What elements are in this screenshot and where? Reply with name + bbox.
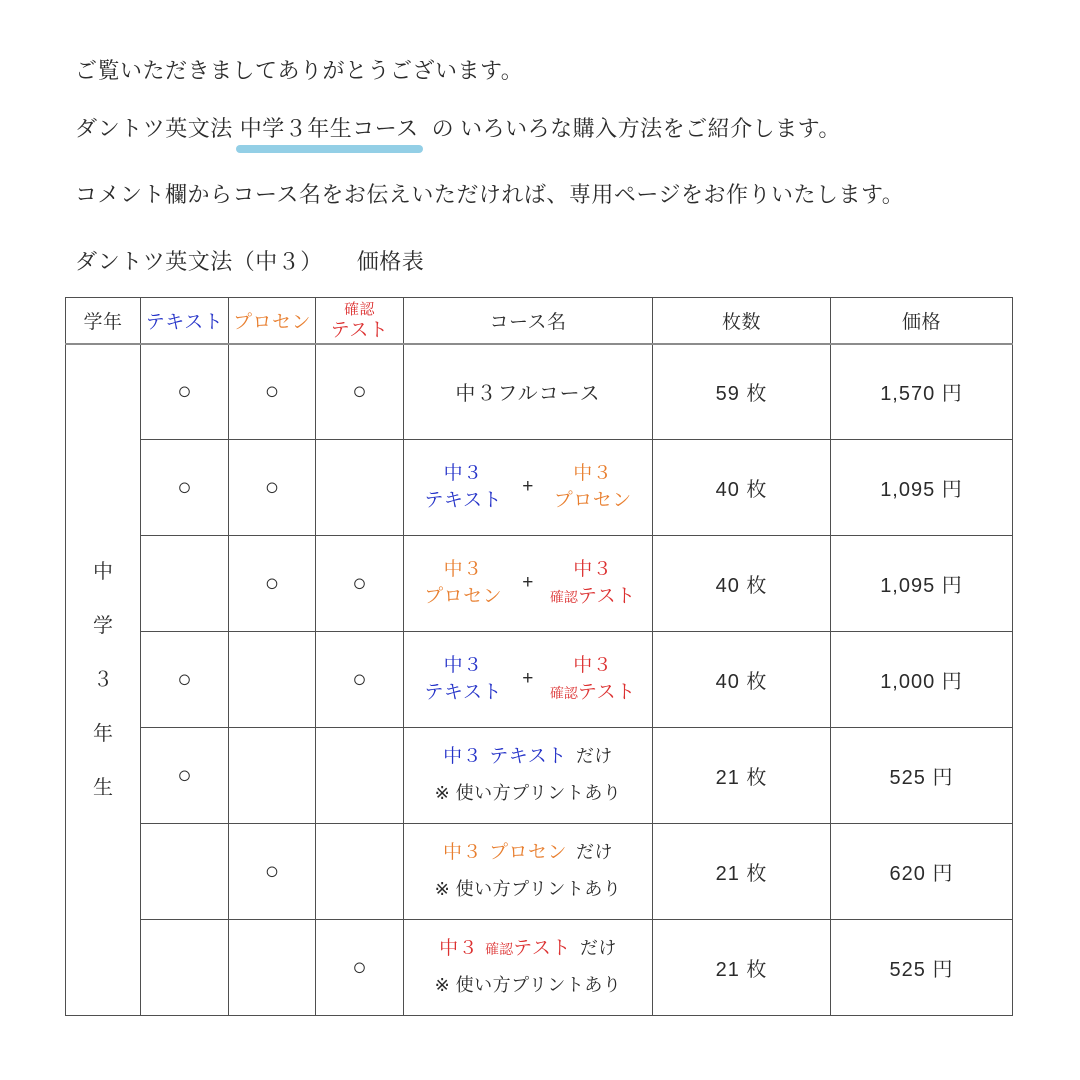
course-name-text: 中学３年生コース xyxy=(239,116,419,141)
course-cell xyxy=(404,728,653,824)
prosen-circle: ○ xyxy=(229,440,316,536)
course-combo xyxy=(404,461,652,514)
price: 1,095 円 xyxy=(831,440,1013,536)
plus-sign: + xyxy=(522,668,534,690)
sheet-count: 40 枚 xyxy=(653,536,831,632)
intro-line-2-suffix: いろいろな購入方法をご紹介します。 xyxy=(460,116,841,141)
prosen-circle xyxy=(229,728,316,824)
course-name-highlight xyxy=(240,116,419,142)
combo-left: 中３ プロセン xyxy=(424,558,503,607)
combo-right: 中３ 確認テスト xyxy=(549,558,636,607)
header-kakunin-test xyxy=(316,298,404,344)
price-table-title: ダントツ英文法（中３） 価格表 xyxy=(75,249,425,274)
course-cell xyxy=(404,920,653,1016)
header-course-name: コース名 xyxy=(404,298,653,344)
text-circle xyxy=(141,920,229,1016)
plus-sign: + xyxy=(522,476,534,498)
grade-cell xyxy=(66,344,141,1016)
text-circle xyxy=(141,536,229,632)
table-row xyxy=(66,920,1013,1016)
course-name: 中３フルコース xyxy=(455,383,601,406)
course-only-line: 中３ プロセン だけ xyxy=(442,842,614,864)
intro-line-2-particle: の xyxy=(431,116,455,141)
header-price: 価格 xyxy=(831,298,1013,344)
price: 1,095 円 xyxy=(831,536,1013,632)
course-combo xyxy=(404,557,652,610)
text-circle xyxy=(141,824,229,920)
dake-suffix: だけ xyxy=(576,842,614,863)
course-cell xyxy=(404,536,653,632)
header-kakunin-line1: 確認 xyxy=(343,301,375,319)
usage-note: ※ 使い方プリントあり xyxy=(434,878,622,899)
sheet-count: 59 枚 xyxy=(653,344,831,440)
price: 1,000 円 xyxy=(831,632,1013,728)
combo-left: 中３ テキスト xyxy=(424,654,502,703)
header-kakunin-line2: テスト xyxy=(330,320,389,342)
intro-line-3: コメント欄からコース名をお伝えいただければ、専用ページをお作りいたします。 xyxy=(75,182,905,207)
text-circle: ○ xyxy=(141,440,229,536)
intro-line-2-prefix: ダントツ英文法 xyxy=(75,116,233,141)
kakunin-circle: ○ xyxy=(316,632,404,728)
prosen-circle: ○ xyxy=(229,344,316,440)
usage-note: ※ 使い方プリントあり xyxy=(434,782,622,803)
text-circle: ○ xyxy=(141,632,229,728)
text-circle: ○ xyxy=(141,344,229,440)
header-prosen: プロセン xyxy=(229,298,316,344)
grade-vertical-text: 中 学 ３ 年 生 xyxy=(93,560,113,799)
combo-right: 中３ 確認テスト xyxy=(549,654,636,703)
kakunin-circle xyxy=(316,440,404,536)
price: 525 円 xyxy=(831,920,1013,1016)
plus-sign: + xyxy=(522,572,534,594)
price: 620 円 xyxy=(831,824,1013,920)
kakunin-circle: ○ xyxy=(316,344,404,440)
kakunin-circle: ○ xyxy=(316,920,404,1016)
price: 525 円 xyxy=(831,728,1013,824)
combo-left: 中３ テキスト xyxy=(424,462,502,511)
sheet-count: 21 枚 xyxy=(653,824,831,920)
course-cell xyxy=(404,632,653,728)
combo-right: 中３ プロセン xyxy=(553,462,632,511)
table-row xyxy=(66,824,1013,920)
course-cell xyxy=(404,344,653,440)
header-row xyxy=(66,298,1013,344)
table-row xyxy=(66,728,1013,824)
table-row xyxy=(66,344,1013,440)
kakunin-circle xyxy=(316,728,404,824)
prosen-circle: ○ xyxy=(229,824,316,920)
intro-line-2 xyxy=(75,116,1080,142)
course-cell xyxy=(404,440,653,536)
course-cell xyxy=(404,824,653,920)
dake-suffix: だけ xyxy=(579,938,617,959)
text-circle: ○ xyxy=(141,728,229,824)
header-sheet-count: 枚数 xyxy=(653,298,831,344)
sheet-count: 21 枚 xyxy=(653,728,831,824)
course-combo xyxy=(404,653,652,706)
course-only-line: 中３ 確認テスト だけ xyxy=(439,938,617,960)
dake-suffix: だけ xyxy=(575,746,613,767)
sheet-count: 40 枚 xyxy=(653,440,831,536)
header-text: テキスト xyxy=(141,298,229,344)
header-grade: 学年 xyxy=(66,298,141,344)
usage-note: ※ 使い方プリントあり xyxy=(434,974,622,995)
price-table xyxy=(65,297,1013,1016)
course-only-line: 中３ テキスト だけ xyxy=(443,746,613,768)
intro-block xyxy=(75,58,1080,208)
prosen-circle xyxy=(229,920,316,1016)
kakunin-circle xyxy=(316,824,404,920)
sheet-count: 21 枚 xyxy=(653,920,831,1016)
prosen-circle xyxy=(229,632,316,728)
price: 1,570 円 xyxy=(831,344,1013,440)
intro-line-1: ご覧いただきましてありがとうございます。 xyxy=(75,58,524,83)
prosen-circle: ○ xyxy=(229,536,316,632)
table-row xyxy=(66,536,1013,632)
table-row xyxy=(66,632,1013,728)
table-row xyxy=(66,440,1013,536)
sheet-count: 40 枚 xyxy=(653,632,831,728)
kakunin-circle: ○ xyxy=(316,536,404,632)
